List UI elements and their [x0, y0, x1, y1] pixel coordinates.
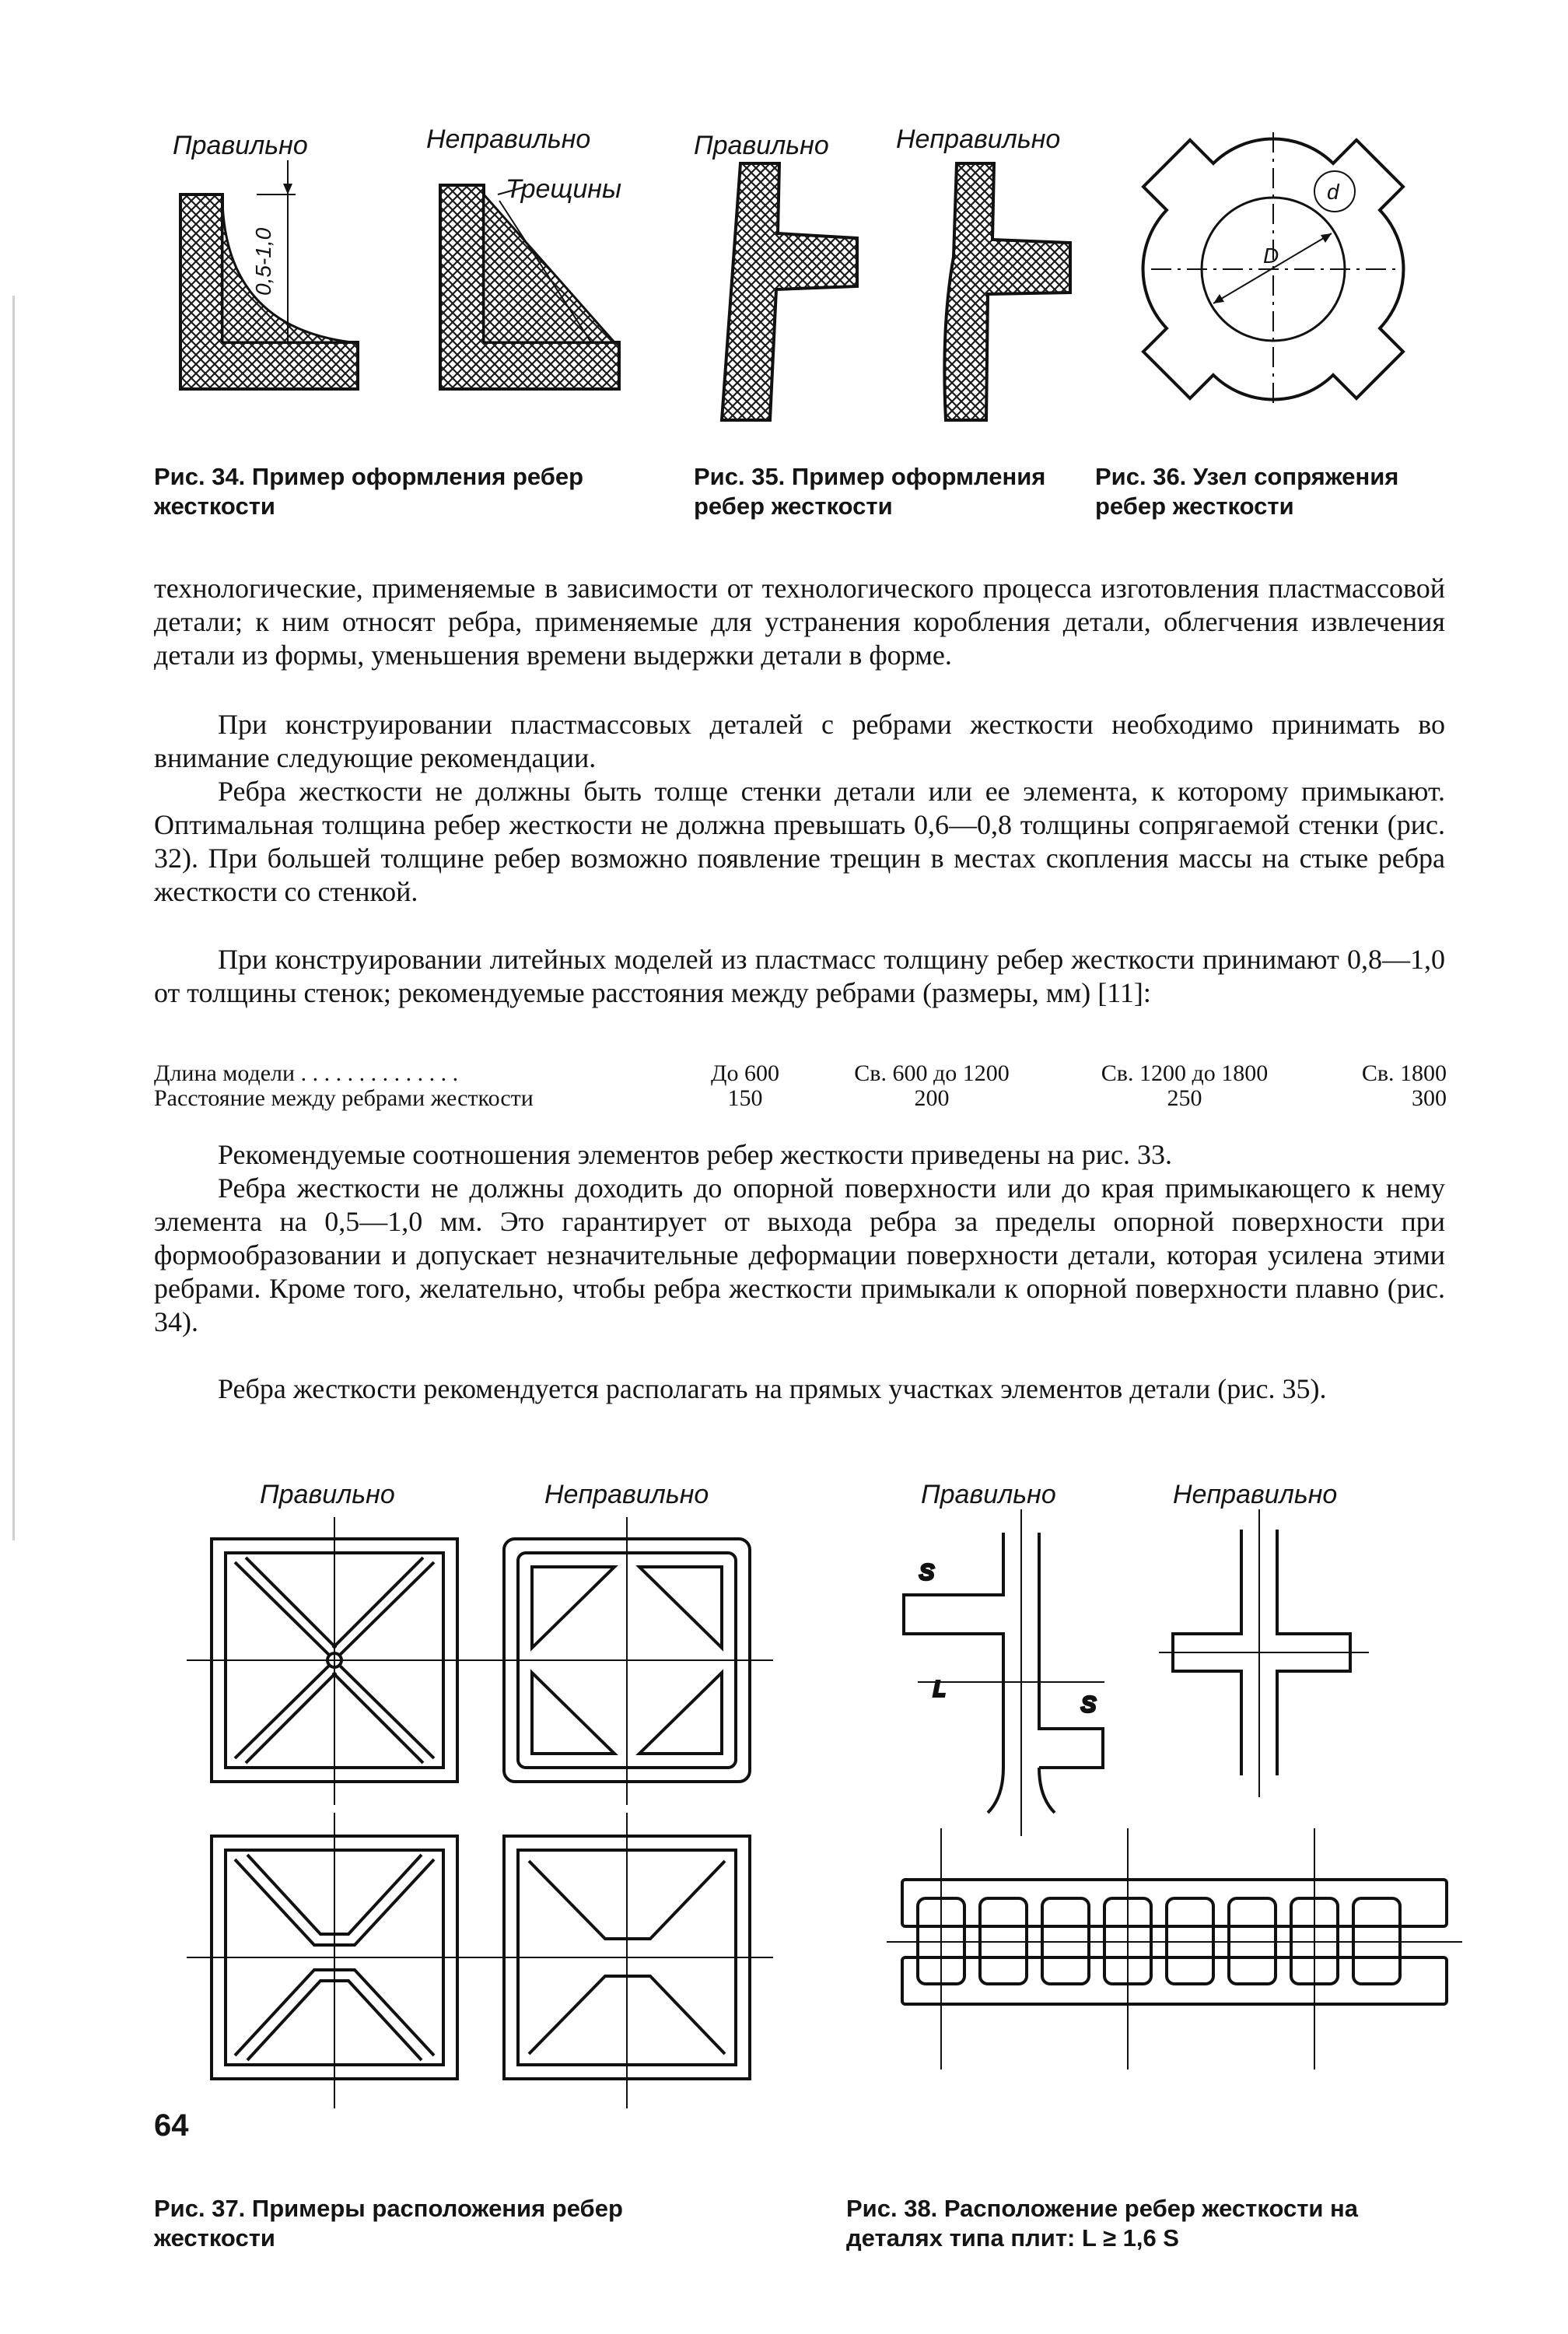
page-number: 64 — [154, 2108, 189, 2143]
table-cell-label: Расстояние между ребрами жесткости — [154, 1085, 534, 1111]
fig36-dim-D: D — [1263, 244, 1279, 268]
paragraph-5: Рекомендуемые соотношения элементов ребер жесткости приведены на рис. 33. — [218, 1139, 1172, 1170]
fig34-dimension: 0,5-1,0 — [251, 227, 275, 296]
top-figures-drawing — [0, 0, 1568, 467]
fig37-correct-top — [187, 1517, 482, 1805]
fig38-label-incorrect: Неправильно — [1173, 1480, 1338, 1509]
table-cell-label: Длина модели . . . . . . . . . . . . . . — [154, 1060, 459, 1086]
table-cell: Св. 1800 — [1361, 1060, 1447, 1086]
fig38-dim-s-bottom: S — [1081, 1692, 1096, 1716]
table-cell: До 600 — [711, 1060, 779, 1086]
rib-spacing-table — [154, 1061, 1447, 1111]
paragraph-6: Ребра жесткости не должны доходить до опорной поверхности или до края примыкающего к нему элемента на 0,5—1,0 мм. Это гарантирует от выхода ребра за пределы опорной поверхности при формообразовании и допускает незначительные деформации поверхности детали, которая усилена этими ребрами. Кроме того, желательно, чтобы ребра жесткости примыкали к опорной поверхности плавно (рис. 34). — [154, 1172, 1445, 1337]
fig35-correct-profile — [722, 163, 857, 420]
fig38-dim-s-top: S — [919, 1560, 934, 1584]
fig34-correct-profile — [180, 160, 358, 389]
fig36-rib-junction — [1143, 132, 1404, 405]
fig38-caption: Рис. 38. Расположение ребер жесткости на деталях типа плит: L ≥ 1,6 S — [846, 2195, 1359, 2252]
table-cell: Св. 600 до 1200 — [854, 1060, 1010, 1086]
table-cell: Св. 1200 до 1800 — [1101, 1060, 1269, 1086]
fig37-correct-bottom — [187, 1813, 482, 2108]
fig37-label-correct: Правильно — [260, 1480, 395, 1509]
fig34-label-correct: Правильно — [173, 131, 308, 160]
fig38-incorrect-junction — [1159, 1509, 1369, 1797]
paragraph-1: технологические, применяемые в зависимости от технологического процесса изготовления пластмассовой детали; к ним относят ребра, применяемые для устранения коробления детали, облегчения извлечения детали из формы, уменьшения времени выдержки детали в форме. — [154, 573, 1445, 671]
fig36-caption: Рис. 36. Узел сопряжения ребер жесткости — [1095, 463, 1399, 520]
fig35-label-correct: Правильно — [694, 131, 829, 160]
fig35-incorrect-profile — [944, 163, 1070, 420]
table-cell: 300 — [1412, 1085, 1447, 1111]
fig35-label-incorrect: Неправильно — [896, 124, 1061, 154]
table-cell: 200 — [914, 1085, 950, 1111]
fig37-caption: Рис. 37. Примеры расположения ребер жесткости — [154, 2195, 623, 2252]
paragraph-7: Ребра жесткости рекомендуется располагать на прямых участках элементов детали (рис. 35). — [218, 1373, 1327, 1404]
fig34-caption: Рис. 34. Пример оформления ребер жесткости — [154, 463, 584, 520]
bottom-figures-drawing — [0, 1463, 1568, 2178]
table-cell: 250 — [1167, 1085, 1202, 1111]
table-cell: 150 — [727, 1085, 763, 1111]
fig37-incorrect-top — [482, 1517, 773, 1805]
table-row — [154, 1086, 1447, 1111]
fig37-incorrect-bottom — [482, 1813, 773, 2108]
table-row — [154, 1061, 1447, 1086]
fig38-label-correct: Правильно — [921, 1480, 1056, 1509]
fig34-annotation-cracks: Трещины — [506, 174, 622, 204]
fig37-label-incorrect: Неправильно — [544, 1480, 709, 1509]
paragraph-4: При конструировании литейных моделей из пластмасс толщину ребер жесткости принимают 0,8—1,0 от толщины стенок; рекомендуемые расстояния между ребрами (размеры, мм) [11]: — [154, 944, 1445, 1008]
fig35-caption: Рис. 35. Пример оформления ребер жесткости — [694, 463, 1046, 520]
fig38-dim-L: L — [933, 1677, 946, 1701]
paragraph-2: При конструировании пластмассовых деталей с ребрами жесткости необходимо принимать во внимание следующие рекомендации. — [154, 709, 1445, 773]
fig38-correct-junction — [904, 1509, 1104, 1836]
fig34-label-incorrect: Неправильно — [426, 124, 591, 154]
fig38-plate-grid — [887, 1828, 1462, 2069]
paragraph-3: Ребра жесткости не должны быть толще стенки детали или ее элемента, к которому примыкают. Оптимальная толщина ребер жесткости не должна превышать 0,6—0,8 толщины сопрягаемой стенки (рис. 32). При большей толщине ребер возможно появление трещин в местах скопления массы на стыке ребра жесткости со стенкой. — [154, 776, 1445, 907]
fig34-incorrect-profile — [440, 185, 619, 389]
fig36-dim-d: d — [1327, 180, 1339, 204]
scan-margin-line — [12, 296, 15, 1540]
